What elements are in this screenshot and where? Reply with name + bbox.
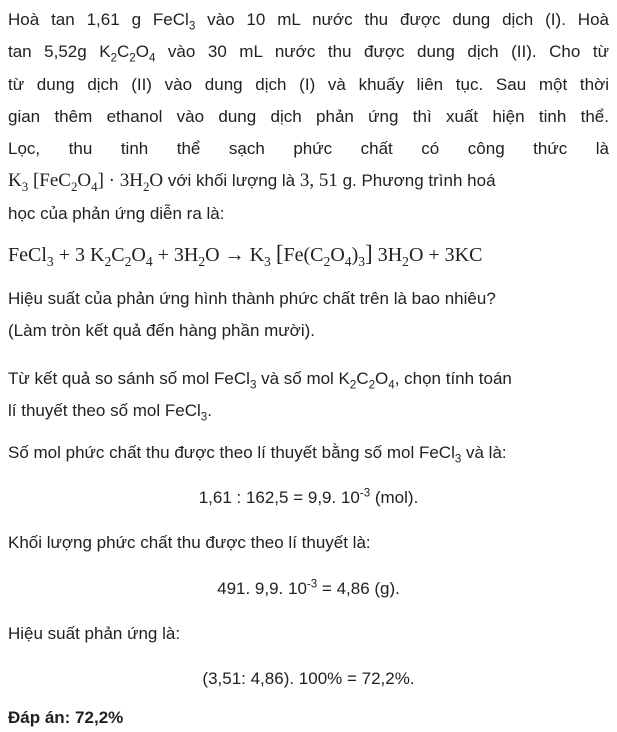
formula-yield: (3,51: 4,86). 100% = 72,2%. xyxy=(202,669,415,688)
question-line-1: Hiệu suất của phản ứng hình thành phức chất trên là bao nhiêu? xyxy=(8,289,496,308)
problem-line-1: Hoà tan 1,61 g FeCl$_3$ vào 10 mL nước thu được dung dịch (I). Hoà xyxy=(8,10,609,33)
solution-line-5: Hiệu suất phản ứng là: xyxy=(8,624,181,643)
problem-line-2: tan 5,52g $K_2C_2O_4$ vào 30 mL nước thu được dung dịch (II). Cho từ xyxy=(8,42,609,65)
problem-line-3: từ dung dịch (II) vào dung dịch (I) và khuấy liên tục. Sau một thời xyxy=(8,75,609,94)
formula-moles: 1,61 : 162,5 = 9,9. $10^{-3}$ (mol). xyxy=(198,487,419,507)
solution-line-4: Khối lượng phức chất thu được theo lí thuyết là: xyxy=(8,533,371,552)
problem-line-4: gian thêm ethanol vào dung dịch phản ứng thì xuất hiện tinh thể. xyxy=(8,107,609,126)
problem-line-5: Lọc, thu tinh thể sạch phức chất có công thức là xyxy=(8,139,609,158)
question-line-2: (Làm tròn kết quả đến hàng phần mười). xyxy=(8,321,315,340)
solution-line-1: Từ kết quả so sánh số mol FeCl$_3$ và số mol $K_2C_2O_4$, chọn tính toán xyxy=(8,369,512,391)
mass-value: 3, 51 xyxy=(299,170,338,191)
solution-line-2: lí thuyết theo số mol FeCl$_3$. xyxy=(8,401,212,424)
problem-line-7: học của phản ứng diễn ra là: xyxy=(8,204,225,223)
reaction-equation: FeCl$_3$ + 3 $K_2C_2O_4 + 3H_2O \to K_3$ $[Fe(C_2O_4)_3] 3H_2O + 3KC$ xyxy=(8,241,483,269)
final-answer: Đáp án: 72,2% xyxy=(8,708,124,727)
formula-mass: 491. 9,9. $10^{-3} = 4,86$ (g). xyxy=(217,578,400,598)
problem-line-6: $K_3$ $[FeC_2O_4] \cdot 3H_2O$ với khối lượng là 3, 51 g. Phương trình hoá xyxy=(8,170,496,194)
solution-line-3: Số mol phức chất thu được theo lí thuyết bằng số mol FeCl$_3$ và là: xyxy=(8,443,507,466)
complex-formula: $K_3$ $[FeC_2O_4] \cdot 3H_2O$ xyxy=(8,170,164,194)
